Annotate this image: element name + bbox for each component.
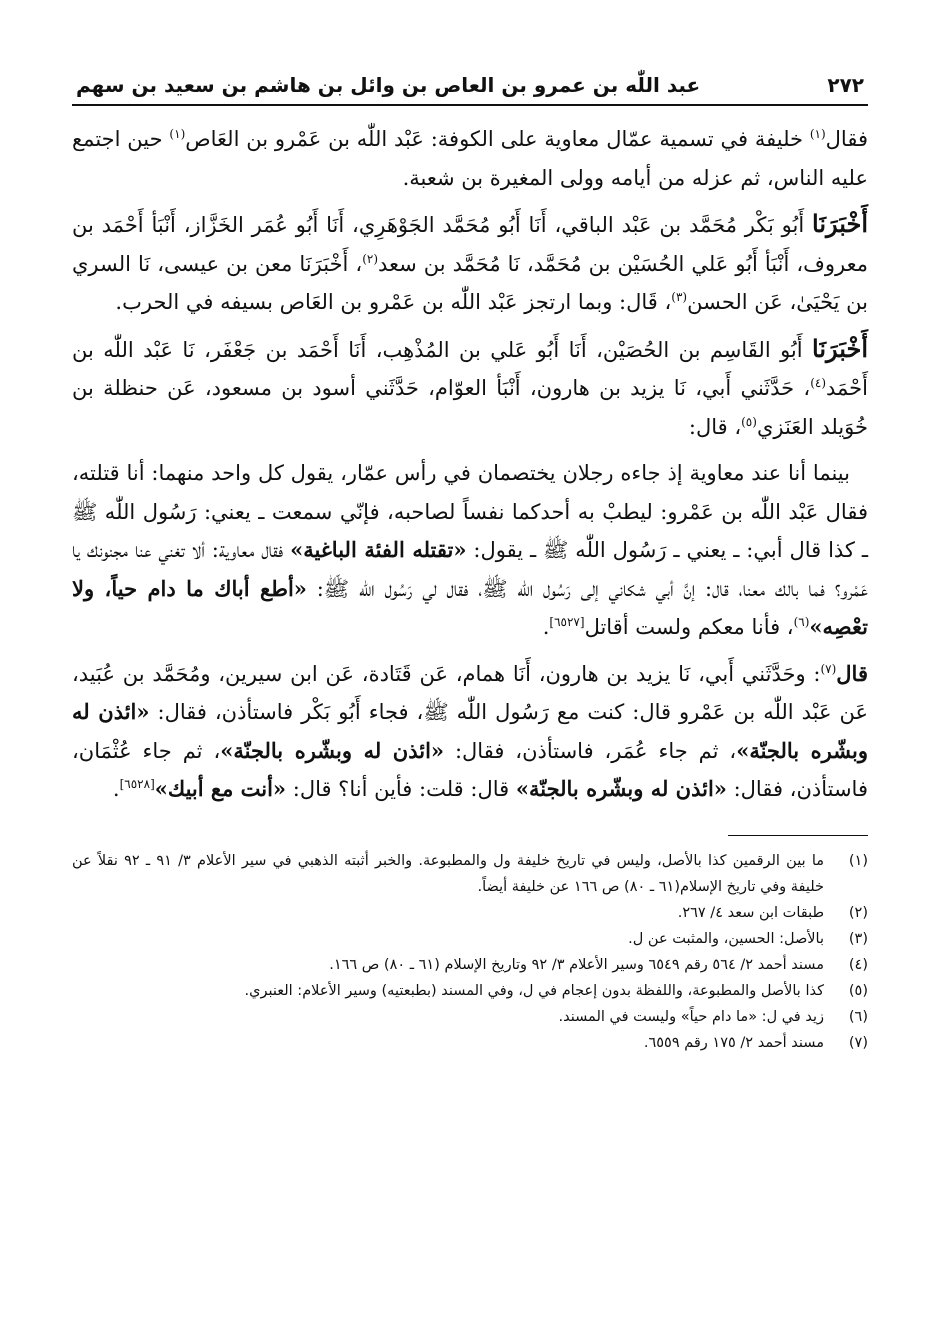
text-run: . [112, 777, 120, 801]
main-text [72, 120, 868, 809]
footnote-number: (٢) [848, 904, 868, 921]
footnote [72, 978, 868, 1004]
text-run: ، فأنا معكم ولست أقاتل [584, 615, 794, 639]
isnad-keyword: أَخْبَرَنَا [812, 333, 868, 363]
footnote-number: (١) [848, 852, 868, 869]
quoted-hadith: «تقتله الفئة الباغية» [290, 537, 467, 562]
running-title: عبد اللّٰه بن عمرو بن العاص بن وائل بن هاشم بن سعيد بن سهم [76, 73, 701, 97]
page [72, 70, 868, 1056]
paragraph [72, 330, 868, 447]
footnote [72, 1004, 868, 1030]
text-run: أَبُو بَكْر مُحَمَّد بن عَبْد الباقي، أَنَا أَبُو مُحَمَّد الجَوْهَرِي، أَنَا أَبُو عُمَر الخَزَّاز، أَنْبَأ أَحْمَد بن معروف، أَنْبَأ أَبُو عَلي الحُسَيْن بن مُحَمَّد، نَا مُحَمَّد بن سعد [72, 213, 868, 276]
footnote-text: كذا بالأصل والمطبوعة، واللفظة بدون إعجام في ل، وفي المسند (بطبعتيه) وسير الأعلام: العنبري. [244, 982, 824, 999]
footnote-number: (٧) [848, 1034, 868, 1051]
text-run: خليفة في تسمية عمّال معاوية على الكوفة: عَبْد اللّٰه بن عَمْرو بن العَاص [185, 127, 810, 151]
header-rule [72, 104, 868, 106]
footnote-separator [728, 835, 868, 836]
page-number: ٢٧٢ [827, 73, 864, 97]
quoted-hadith: «ائذن له وبشّره بالجنّة» [72, 699, 868, 763]
footnote-text: زيد في ل: «ما دام حياً» وليست في المسند. [558, 1008, 824, 1025]
page-header [72, 70, 868, 104]
footnote-ref: (٥) [741, 414, 757, 429]
text-run: . [542, 615, 550, 639]
quoted-hadith: «أنت مع أبيك» [154, 776, 287, 801]
paragraph [72, 454, 868, 647]
quoted-hadith: «ائذن له وبشّره بالجنّة» [515, 776, 727, 801]
footnote-text: مسند أحمد ٢/ ٥٦٤ رقم ٦٥٤٩ وسير الأعلام ٣/ ٩٢ وتاريخ الإسلام (٦١ ـ ٨٠) ص ١٦٦. [329, 956, 824, 973]
text-run: ، حَدَّثَني أَبي، نَا يزيد بن هارون، أَنْبَأ العوّام، حَدَّثَني أسود بن مسعود، عَن حنظلة بن خُوَيلد العَنَزي [72, 376, 868, 439]
paragraph [72, 120, 868, 197]
text-run: : وحَدَّثَني أَبي، نَا يزيد بن هارون، أَنَا همام، عَن قَتَادة، عَن ابن سيرين، ومُحَمَّد بن عُبَيد، عَن عَبْد اللّٰه بن عَمْرو قال: كنت مع رَسُول اللّٰه ﷺ، فجاء أَبُو بَكْر فاستأذن، فقال: [72, 661, 869, 724]
footnote-ref: (٧) [820, 661, 837, 676]
isnad-keyword: أَخْبَرَنَا [812, 209, 868, 238]
footnote-number: (٤) [848, 956, 868, 973]
text-run: أَبُو القَاسِم بن الحُصَيْن، أَنَا أَبُو عَلي بن المُذْهِب، أَنَا أَحْمَد بن جَعْفَر، نَا عَبْد اللّٰه بن أَحْمَد [72, 337, 868, 400]
footnote-number: (٦) [848, 1008, 868, 1025]
footnote-ref: (٣) [671, 290, 688, 304]
footnote-ref: (١) [169, 127, 186, 141]
footnote [72, 926, 868, 952]
text-run: فقال [825, 127, 868, 151]
footnote-ref: [٦٥٢٧] [549, 615, 585, 629]
footnote [72, 848, 868, 900]
text-run: قال: قلت: فأين أنا؟ قال: [286, 777, 516, 801]
text-run: فقال معاوية: ألا تغني عنا مجنونك يا عَمْرو؟ فما بالك معنا، قال: إنَّ أبي شكاني إلى رَسُول اللّٰه ﷺ، فقال لي رَسُول اللّٰه ﷺ: [72, 538, 868, 601]
footnotes [72, 848, 868, 1056]
quoted-hadith: «أطع أباك ما دام حياً، ولا تعْصِه» [72, 575, 868, 639]
text-run: ، أَخْبَرَنَا معن بن عيسى، نَا السري بن يَحْيَىٰ، عَن الحسن [72, 251, 868, 314]
footnote-text: مسند أحمد ٢/ ١٧٥ رقم ٦٥٥٩. [643, 1034, 824, 1051]
footnote-number: (٣) [848, 930, 868, 947]
footnote [72, 900, 868, 926]
text-run: ، قَال: وبما ارتجز عَبْد اللّٰه بن عَمْرو بن العَاص بسيفه في الحرب. [115, 290, 672, 314]
footnote-ref: (٢) [362, 251, 379, 266]
footnote [72, 952, 868, 978]
footnote-ref: (٤) [810, 376, 827, 390]
text-run: ، ثم جاء عُمَر، فاستأذن، فقال: [444, 738, 737, 763]
quoted-hadith: «ائذن له وبشّره بالجنّة» [220, 737, 445, 763]
footnote-number: (٥) [848, 982, 868, 999]
paragraph [72, 205, 868, 322]
footnote [72, 1030, 868, 1056]
footnote-ref: (٦) [793, 615, 810, 629]
paragraph [72, 655, 868, 809]
footnote-ref: (١) [809, 127, 826, 141]
footnote-text: بالأصل: الحسين، والمثبت عن ل. [628, 930, 824, 947]
text-run: حين اجتمع عليه الناس، ثم عزله من أيامه وولى المغيرة بن شعبة. [72, 127, 868, 190]
text-run: ، قال: [688, 414, 742, 439]
text-run: ، ثم جاء عُثْمَان، فاستأذن، فقال: [72, 738, 868, 801]
footnote-ref: [٦٥٢٨] [119, 777, 155, 791]
footnote-text: ما بين الرقمين كذا بالأصل، وليس في تاريخ خليفة ول والمطبوعة. والخبر أثبته الذهبي في سير الأعلام ٣/ ٩١ ـ ٩٢ نقلاً عن خليفة وفي تاريخ الإسلام(٦١ ـ ٨٠) ص ١٦٦ عن خليفة أيضاً. [72, 852, 824, 895]
footnote-text: طبقات ابن سعد ٤/ ٢٦٧. [677, 904, 824, 921]
quoted-hadith: قال [836, 660, 868, 686]
text-run: بينما أنا عند معاوية إذ جاءه رجلان يختصمان في رأس عمّار، يقول كل واحد منهما: أنا قتلته، فقال عَبْد اللّٰه بن عَمْرو: ليطبْ به أحدكما نفساً لصاحبه، فإنّي سمعت ـ يعني: رَسُول اللّٰه ﷺ ـ كذا قال أبي: ـ يعني ـ رَسُول اللّٰه ﷺ ـ يقول: [72, 461, 868, 562]
